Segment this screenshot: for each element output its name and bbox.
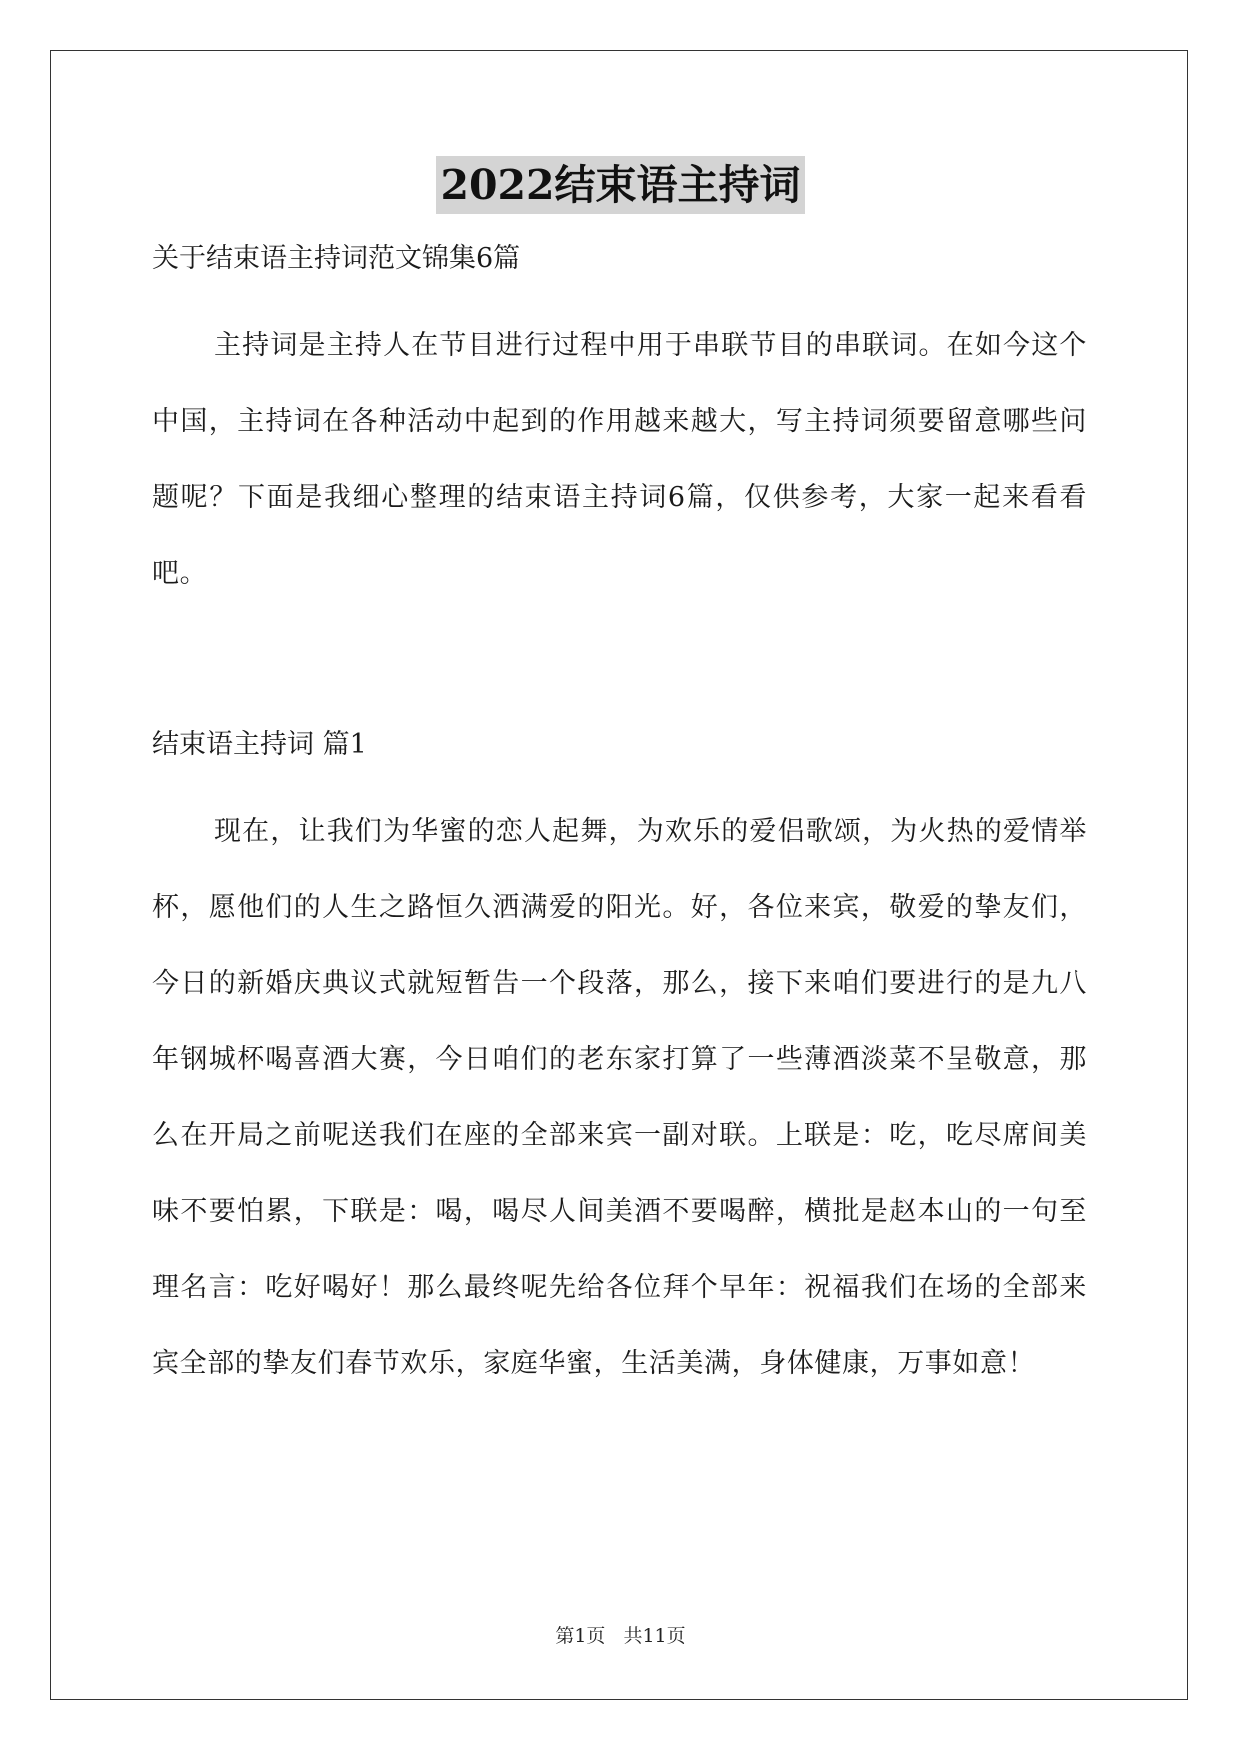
document-subtitle: 关于结束语主持词范文锦集6篇 — [152, 243, 521, 274]
document-body — [152, 232, 1087, 1402]
section-heading: 结束语主持词 篇1 — [152, 729, 367, 760]
page-footer — [0, 1622, 1241, 1650]
intro-paragraph: 主持词是主持人在节目进行过程中用于串联节目的串联词。在如今这个中国，主持词在各种活动中起到的作用越来越大，写主持词须要留意哪些问题呢？下面是我细心整理的结束语主持词6篇，仅供参考，大家一起来看看吧。 — [152, 330, 1087, 589]
document-title: 2022结束语主持词 — [436, 156, 804, 214]
page-number: 第1页 — [555, 1625, 606, 1647]
title-container — [0, 156, 1241, 214]
page-total: 共11页 — [623, 1625, 686, 1647]
section-paragraph: 现在，让我们为华蜜的恋人起舞，为欢乐的爱侣歌颂，为火热的爱情举杯，愿他们的人生之路恒久洒满爱的阳光。好，各位来宾，敬爱的挚友们，今日的新婚庆典议式就短暂告一个段落，那么，接下来咱们要进行的是九八年钢城杯喝喜酒大赛，今日咱们的老东家打算了一些薄酒淡菜不呈敬意，那么在开局之前呢送我们在座的全部来宾一副对联。上联是：吃，吃尽席间美味不要怕累，下联是：喝，喝尽人间美酒不要喝醉，横批是赵本山的一句至理名言：吃好喝好！那么最终呢先给各位拜个早年：祝福我们在场的全部来宾全部的挚友们春节欢乐，家庭华蜜，生活美满，身体健康，万事如意！ — [152, 816, 1087, 1379]
